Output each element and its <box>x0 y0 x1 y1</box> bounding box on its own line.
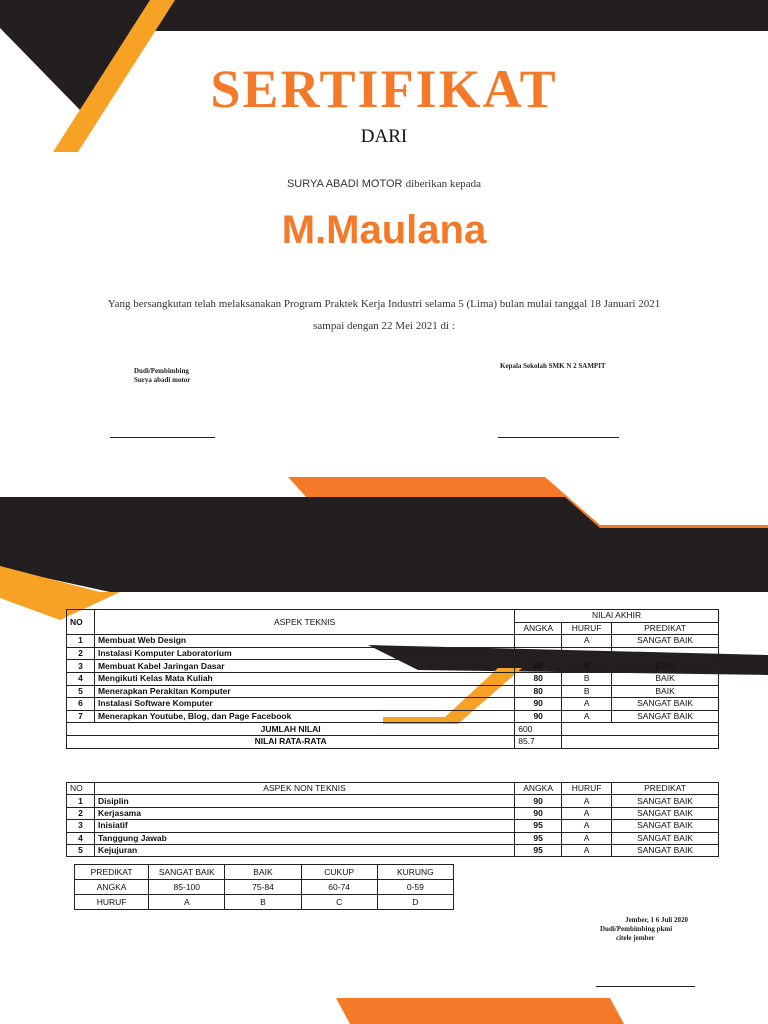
legend-score-row: ANGKA 85-100 75-84 60-74 0-59 <box>75 880 454 895</box>
total-value: 600 <box>515 723 562 736</box>
statement-text <box>60 293 708 337</box>
average-row <box>67 735 719 748</box>
th-grade: PREDIKAT <box>612 783 719 795</box>
table-row: 1 Membuat Web Design A SANGAT BAIK <box>67 635 719 648</box>
middle-dark-band <box>0 497 768 592</box>
non-technical-aspects-table <box>66 782 719 857</box>
footer-date: Jember, 1 6 Juli 2020 <box>625 916 688 924</box>
grade-legend-table <box>74 864 454 910</box>
left-signature-line <box>110 437 215 438</box>
certificate-title: SERTIFIKAT <box>210 59 558 119</box>
average-label: NILAI RATA-RATA <box>67 735 515 748</box>
th-letter: HURUF <box>562 622 612 635</box>
legend-header-row: PREDIKAT SANGAT BAIK BAIK CUKUP KURUNG <box>75 865 454 880</box>
footer-place: citele jember <box>616 934 655 942</box>
issuer-line <box>0 178 768 190</box>
th-no: NO <box>67 783 95 795</box>
th-grade: PREDIKAT <box>612 622 719 635</box>
footer-signature-block <box>600 916 700 943</box>
from-label: DARI <box>360 126 408 147</box>
th-no: NO <box>67 610 95 635</box>
left-signature-block <box>134 367 190 385</box>
th-score: ANGKA <box>515 783 562 795</box>
table-row: 5 Kejujuran 95 A SANGAT BAIK <box>67 844 719 856</box>
footer-signature-line <box>596 986 695 987</box>
table-row: 3 Membuat Kabel Jaringan Dasar 80 B BAIK <box>67 660 719 673</box>
statement-line-1: Yang bersangkutan telah melaksanakan Program Praktek Kerja Industri selama 5 (Lima) bulan mulai tanggal 18 Januari 2021 <box>107 298 661 310</box>
given-to-text: diberikan kepada <box>405 178 482 190</box>
company-name: SURYA ABADI MOTOR <box>286 178 403 190</box>
table-row: 5 Menerapkan Perakitan Komputer 80 B BAIK <box>67 685 719 698</box>
table-row: 4 Tanggung Jawab 95 A SANGAT BAIK <box>67 832 719 844</box>
table-row: 7 Menerapkan Youtube, Blog, dan Page Facebook 90 A SANGAT BAIK <box>67 710 719 723</box>
table-row: 2 Instalasi Komputer Laboratorium <box>67 647 719 660</box>
table-row: 1 Disiplin 90 A SANGAT BAIK <box>67 795 719 807</box>
recipient-name: M.Maulana <box>281 208 487 252</box>
right-signature-block <box>500 362 606 371</box>
table-row: 3 Inisiatif 95 A SANGAT BAIK <box>67 820 719 832</box>
legend-letter-row: HURUF A B C D <box>75 895 454 910</box>
right-signature-line <box>498 437 619 438</box>
left-signature-title: Dudi/Pembimbing <box>134 367 189 375</box>
statement-line-2: sampai dengan 22 Mei 2021 di : <box>313 320 455 332</box>
th-aspect: ASPEK TEKNIS <box>94 610 514 635</box>
th-score: ANGKA <box>515 622 562 635</box>
bottom-orange-band <box>336 998 624 1024</box>
average-value: 85.7 <box>515 735 562 748</box>
left-signature-company: Surya abadi motor <box>134 376 191 384</box>
table-row: 2 Kerjasama 90 A SANGAT BAIK <box>67 807 719 819</box>
total-label: JUMLAH NILAI <box>67 723 515 736</box>
th-final: NILAI AKHIR <box>515 610 719 623</box>
th-aspect: ASPEK NON TEKNIS <box>94 783 514 795</box>
technical-aspects-table <box>66 609 719 749</box>
right-signature-title: Kepala Sekolah SMK N 2 SAMPIT <box>500 362 606 370</box>
th-letter: HURUF <box>562 783 612 795</box>
footer-supervisor: Dudi/Pembimbing pkmi <box>600 925 673 933</box>
total-row <box>67 723 719 736</box>
table-row: 6 Instalasi Software Komputer 90 A SANGAT BAIK <box>67 698 719 711</box>
table-row: 4 Mengikuti Kelas Mata Kuliah 80 B BAIK <box>67 672 719 685</box>
